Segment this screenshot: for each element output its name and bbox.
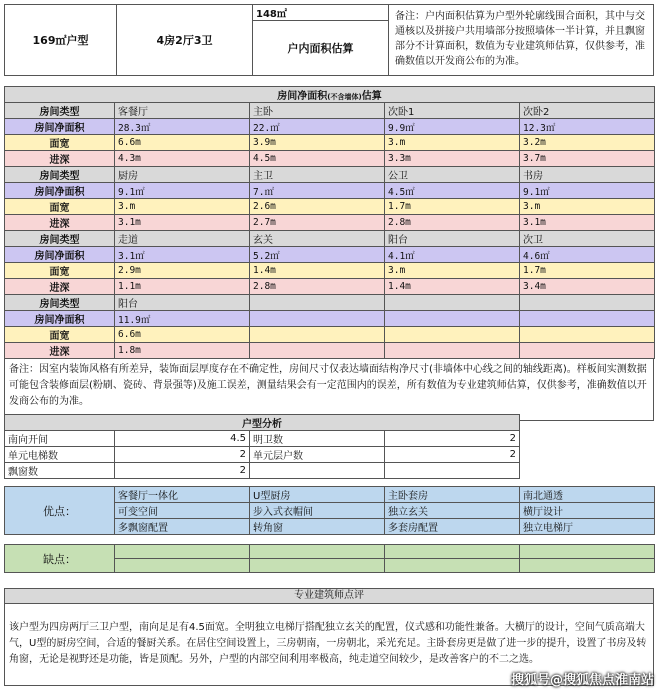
room-value-cell: 1.1m — [115, 279, 250, 295]
row-label: 面宽 — [5, 263, 115, 279]
room-value-cell: 22.㎡ — [250, 119, 385, 135]
room-value-cell: 1.7m — [520, 263, 655, 279]
room-value-cell: 9.1㎡ — [520, 183, 655, 199]
analysis-value — [385, 463, 520, 479]
room-value-cell: 2.9m — [115, 263, 250, 279]
room-value-cell: 1.7m — [385, 199, 520, 215]
review-text: 该户型为四房两厅三卫户型，南向足足有4.5面宽。全明独立电梯厅搭配独立玄关的配置，仪式感和功能性兼备。大横厅的设计，空间气质高端大气，U型的厨房空间，合适的餐厨关系。在居住空间设置上，三房朝南，一房朝北，采光充足。主卧套房更是做了进一步的提升，设置了书房及转角窗，无论是视野还是功能，皆是顶配。另外，户型的内部空间利用率极高，纯走道空间较少，是改善客户的不二之选。 — [9, 622, 647, 665]
room-row — [5, 103, 655, 119]
room-value-cell: 2.6m — [250, 199, 385, 215]
room-value-cell: 6.6m — [115, 135, 250, 151]
room-table-title — [5, 87, 655, 103]
room-table-title-prefix: 房间净面积 — [277, 91, 328, 102]
row-label: 进深 — [5, 215, 115, 231]
header-note: 备注：户内面积估算为户型外轮廓线围合面积，其中与交通核以及拼接户共用墙部分按照墙体一半计算，并且飘窗部分不计算面积，数值为专业建筑师估算，仅供参考，准确数值以开发商公布的为准。 — [389, 5, 654, 76]
room-table-note: 备注：因室内装饰风格有所差异，装饰面层厚度存在不确定性，房间尺寸仅表达墙面结构净尺寸(非墙体中心线之间的轴线距离)。样板间实测数据可能包含装修面层(粉刷、瓷砖、背景强等)及施工误差，测量结果会有一定范围内的误差，所有数值为专业建筑师估算，仅供参考，准确数值以开发商公布的为准。 — [4, 359, 654, 421]
pros-item: U型厨房 — [250, 487, 385, 503]
room-value-cell: 3.1㎡ — [115, 247, 250, 263]
row-label: 房间净面积 — [5, 119, 115, 135]
room-row — [5, 183, 655, 199]
analysis-label: 单元层户数 — [250, 447, 385, 463]
room-name-cell — [250, 295, 385, 311]
pros-item: 多套房配置 — [385, 519, 520, 535]
analysis-label — [250, 463, 385, 479]
row-label: 进深 — [5, 343, 115, 359]
analysis-label: 单元电梯数 — [5, 447, 115, 463]
pros-item: 独立玄关 — [385, 503, 520, 519]
room-name-cell: 阳台 — [115, 295, 250, 311]
room-value-cell — [520, 311, 655, 327]
room-value-cell — [250, 343, 385, 359]
room-value-cell: 7.㎡ — [250, 183, 385, 199]
pros-label: 优点： — [5, 487, 115, 535]
room-table-title-small: (不含墙体) — [327, 93, 362, 101]
pros-item: 转角窗 — [250, 519, 385, 535]
room-value-cell: 4.6㎡ — [520, 247, 655, 263]
pros-item: 步入式衣帽间 — [250, 503, 385, 519]
room-value-cell — [250, 311, 385, 327]
pros-item: 独立电梯厅 — [520, 519, 655, 535]
room-value-cell: 4.1㎡ — [385, 247, 520, 263]
pros-item: 多飘窗配置 — [115, 519, 250, 535]
room-value-cell: 2.8m — [250, 279, 385, 295]
pros-item: 主卧套房 — [385, 487, 520, 503]
pros-item: 南北通透 — [520, 487, 655, 503]
room-value-cell: 5.2㎡ — [250, 247, 385, 263]
row-label: 面宽 — [5, 199, 115, 215]
analysis-value: 2 — [115, 463, 250, 479]
room-name-cell: 走道 — [115, 231, 250, 247]
room-table-title-suffix: 估算 — [361, 91, 382, 102]
room-row — [5, 199, 655, 215]
room-value-cell: 3.m — [385, 135, 520, 151]
row-label: 房间类型 — [5, 231, 115, 247]
analysis-block — [4, 414, 520, 479]
analysis-label: 南向开间 — [5, 431, 115, 447]
room-value-cell: 3.1m — [115, 215, 250, 231]
room-value-cell — [520, 327, 655, 343]
room-name-cell: 公卫 — [385, 167, 520, 183]
cons-label: 缺点： — [5, 545, 115, 573]
row-label: 房间类型 — [5, 295, 115, 311]
room-value-cell: 3.9m — [250, 135, 385, 151]
room-value-cell: 4.5m — [250, 151, 385, 167]
analysis-value: 4.5 — [115, 431, 250, 447]
room-name-cell — [520, 295, 655, 311]
room-value-cell: 3.3m — [385, 151, 520, 167]
room-name-cell: 次卫 — [520, 231, 655, 247]
room-value-cell: 6.6m — [115, 327, 250, 343]
header-block — [4, 4, 654, 76]
room-row — [5, 167, 655, 183]
row-label: 面宽 — [5, 327, 115, 343]
analysis-label: 飘窗数 — [5, 463, 115, 479]
layout-cell: 4房2厅3卫 — [117, 5, 253, 76]
analysis-value: 2 — [115, 447, 250, 463]
room-value-cell — [385, 343, 520, 359]
room-value-cell: 3.7m — [520, 151, 655, 167]
analysis-value: 2 — [385, 431, 520, 447]
room-value-cell: 1.4m — [250, 263, 385, 279]
room-value-cell: 3.2m — [520, 135, 655, 151]
room-name-cell: 次卧2 — [520, 103, 655, 119]
room-name-cell — [385, 295, 520, 311]
room-value-cell: 28.3㎡ — [115, 119, 250, 135]
room-row — [5, 215, 655, 231]
room-name-cell: 玄关 — [250, 231, 385, 247]
room-name-cell: 次卧1 — [385, 103, 520, 119]
cons-block — [4, 544, 655, 573]
room-name-cell: 阳台 — [385, 231, 520, 247]
row-label: 房间净面积 — [5, 311, 115, 327]
room-row — [5, 295, 655, 311]
room-name-cell: 厨房 — [115, 167, 250, 183]
review-title: 专业建筑师点评 — [5, 589, 653, 604]
room-value-cell: 3.m — [520, 199, 655, 215]
room-value-cell: 1.4m — [385, 279, 520, 295]
room-row — [5, 311, 655, 327]
pros-item: 横厅设计 — [520, 503, 655, 519]
room-value-cell — [520, 343, 655, 359]
indoor-area-value: 148㎡ — [253, 5, 389, 21]
room-value-cell: 3.m — [385, 263, 520, 279]
room-value-cell: 11.9㎡ — [115, 311, 250, 327]
room-value-cell — [385, 311, 520, 327]
room-name-cell: 客餐厅 — [115, 103, 250, 119]
room-value-cell: 3.4m — [520, 279, 655, 295]
room-name-cell: 书房 — [520, 167, 655, 183]
pros-block — [4, 486, 655, 535]
indoor-area-label: 户内面积估算 — [253, 21, 389, 76]
room-value-cell — [250, 327, 385, 343]
room-row — [5, 231, 655, 247]
room-value-cell: 4.5㎡ — [385, 183, 520, 199]
room-name-cell: 主卧 — [250, 103, 385, 119]
room-row — [5, 119, 655, 135]
pros-item: 可变空间 — [115, 503, 250, 519]
row-label: 进深 — [5, 151, 115, 167]
row-label: 进深 — [5, 279, 115, 295]
room-value-cell: 3.m — [115, 199, 250, 215]
room-name-cell: 主卫 — [250, 167, 385, 183]
room-value-cell: 3.1m — [520, 215, 655, 231]
analysis-title: 户型分析 — [5, 415, 520, 431]
room-table-block — [4, 86, 654, 421]
row-label: 房间类型 — [5, 167, 115, 183]
room-row — [5, 135, 655, 151]
room-value-cell: 9.9㎡ — [385, 119, 520, 135]
room-value-cell: 2.7m — [250, 215, 385, 231]
area-cell: 169㎡户型 — [5, 5, 117, 76]
room-table — [4, 86, 655, 359]
room-row — [5, 247, 655, 263]
room-value-cell: 4.3m — [115, 151, 250, 167]
room-value-cell: 9.1㎡ — [115, 183, 250, 199]
room-row — [5, 263, 655, 279]
analysis-value: 2 — [385, 447, 520, 463]
row-label: 房间类型 — [5, 103, 115, 119]
row-label: 面宽 — [5, 135, 115, 151]
room-row — [5, 279, 655, 295]
room-value-cell: 12.3㎡ — [520, 119, 655, 135]
room-value-cell: 2.8m — [385, 215, 520, 231]
watermark-text: 搜狐号@搜狐焦点淮南站 — [510, 673, 654, 688]
pros-item: 客餐厅一体化 — [115, 487, 250, 503]
room-row — [5, 343, 655, 359]
room-value-cell: 1.8m — [115, 343, 250, 359]
room-row — [5, 327, 655, 343]
row-label: 房间净面积 — [5, 247, 115, 263]
room-value-cell — [385, 327, 520, 343]
row-label: 房间净面积 — [5, 183, 115, 199]
analysis-label: 明卫数 — [250, 431, 385, 447]
room-row — [5, 151, 655, 167]
